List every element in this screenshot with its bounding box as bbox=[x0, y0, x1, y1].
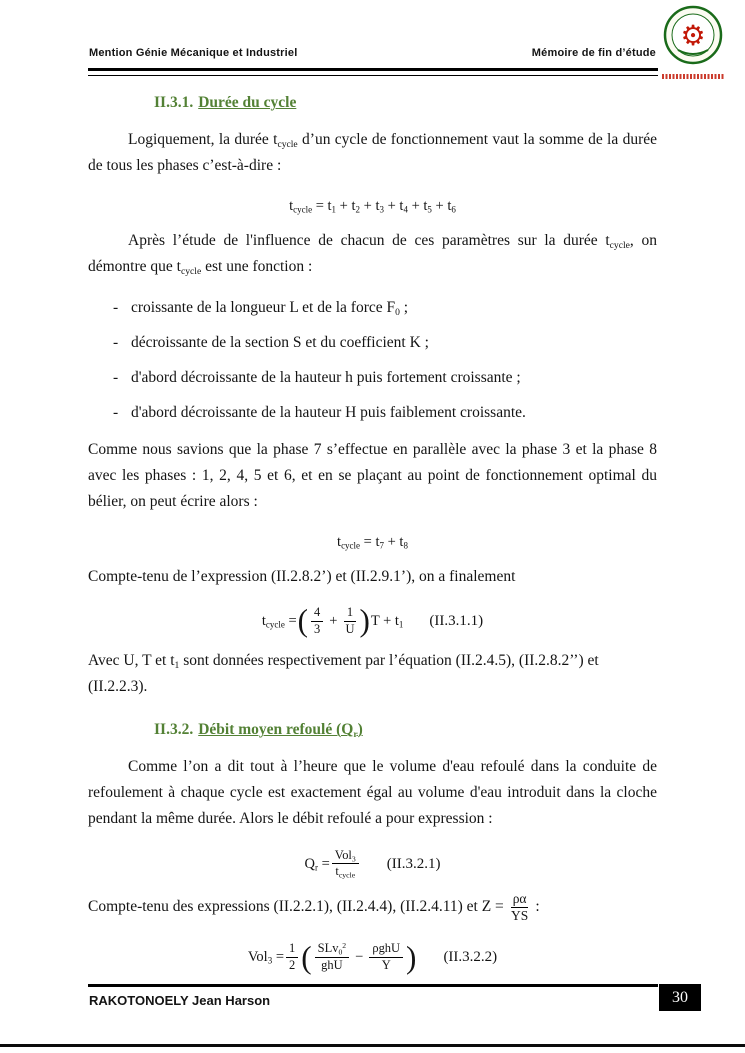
paragraph-debit-intro: Comme l’on a dit tout à l’heure que le volume d'eau refoulé dans la conduite de refoulement à chaque cycle est exactement égal au volume d'eau introduit dans la cloche pendant la même durée. Alors le débit refoulé a pour expression : bbox=[88, 758, 657, 828]
list-item bbox=[113, 365, 657, 391]
section-heading-II-3-2 bbox=[154, 717, 657, 743]
paragraph-avec: Avec U, T et $t_1$ sont données respectivement par l’équation (II.2.4.5), (II.2.8.2’’) et (II.2.2.3). bbox=[88, 652, 599, 696]
properties-list bbox=[113, 295, 657, 426]
header-left-text: Mention Génie Mécanique et Industriel bbox=[89, 47, 298, 59]
page-content bbox=[88, 84, 657, 973]
fraction: $\frac{1}{U}$ bbox=[345, 605, 355, 636]
fraction: $\frac{1}{2}$ bbox=[286, 941, 298, 973]
equation-label: (II.3.1.1) bbox=[429, 613, 484, 630]
dash-bullet: - bbox=[113, 404, 119, 421]
header-rule-thick bbox=[88, 68, 658, 71]
equation-label: (II.3.2.1) bbox=[386, 855, 441, 872]
equation-lhs: $t_{cycle}$ = bbox=[261, 613, 297, 630]
paragraph-influence: Après l’étude de l'influence de chacun de ces paramètres sur la durée $t_{cycle}$, on démontre que $t_{cycle}$ est une fonction : bbox=[88, 231, 657, 277]
equation-t7-t8 bbox=[88, 531, 657, 553]
equation-text: $t_{cycle} = t_7 + t_8$ bbox=[337, 533, 408, 551]
paragraph-compte-tenu: Compte-tenu de l’expression (II.2.8.2’) et (II.2.9.1’), on a finalement bbox=[88, 567, 516, 585]
page-number-box bbox=[659, 984, 701, 1011]
school-logo-badge bbox=[657, 5, 729, 67]
fraction: $\frac{\text{ρghU}}{Y}$ bbox=[369, 941, 403, 973]
paragraph-phases: Comme nous savions que la phase 7 s’effectue en parallèle avec la phase 3 et la phase 8 avec les phases : 1, 2, 4, 5 et 6, et en se plaçant au point de fonctionnement optimal du bélier, on peut écrire alors : bbox=[88, 441, 657, 510]
inline-fraction: $\frac{\rho\alpha}{YS}$ bbox=[510, 890, 529, 923]
section-title: Débit moyen refoulé $(Q_r)$ bbox=[198, 721, 363, 741]
footer-author: RAKOTONOELY Jean Harson bbox=[89, 993, 271, 1008]
plus-operator: + bbox=[329, 613, 338, 630]
equation-lhs: $Q_r$ = bbox=[304, 855, 330, 873]
header-right-text: Mémoire de fin d’étude bbox=[531, 47, 656, 59]
gear-icon: ⚙ bbox=[680, 19, 706, 52]
list-item-text: croissante de la longueur L et de la force $F_0$ ; bbox=[131, 299, 409, 318]
paragraph-cycle-intro: Logiquement, la durée $t_{cycle}$ d’un cycle de fonctionnement vaut la somme de la durée de tous les phases c’est-à-dire : bbox=[88, 131, 657, 174]
list-item-text: décroissante de la section S et du coefficient K ; bbox=[131, 334, 429, 351]
list-item bbox=[113, 400, 657, 426]
dash-bullet: - bbox=[113, 299, 119, 316]
equation-lhs: Vol$_3$ = bbox=[247, 949, 285, 966]
header-rule-thin bbox=[88, 75, 658, 76]
section-title: Durée du cycle bbox=[198, 94, 297, 111]
school-logo bbox=[657, 5, 729, 79]
logo-caption bbox=[662, 74, 724, 79]
dash-bullet: - bbox=[113, 369, 119, 386]
paragraph-z-expression: Compte-tenu des expressions (II.2.2.1), (II.2.4.4), (II.2.4.11) et Z = $\frac{\rho\alpha}{YS}$ : bbox=[88, 890, 540, 923]
equation-vol3 bbox=[88, 941, 657, 973]
footer-rule bbox=[88, 984, 658, 987]
list-item-text: d'abord décroissante de la hauteur H puis faiblement croissante. bbox=[131, 404, 526, 421]
right-paren: ) bbox=[359, 603, 370, 639]
section-number: II.3.1. bbox=[154, 94, 194, 111]
fraction: $\frac{4}{3}$ bbox=[311, 605, 323, 637]
equation-label: (II.3.2.2) bbox=[443, 949, 498, 966]
dash-bullet: - bbox=[113, 334, 119, 351]
minus-operator: − bbox=[355, 949, 364, 966]
list-item bbox=[113, 330, 657, 356]
fraction: $\frac{Vol_3}{t_{cycle}}$ bbox=[332, 848, 359, 880]
equation-tail: $T + t_1$ bbox=[370, 613, 404, 630]
left-paren: ( bbox=[301, 939, 312, 975]
section-number: II.3.2. bbox=[154, 721, 194, 739]
right-paren: ) bbox=[406, 939, 417, 975]
equation-tcycle-final bbox=[88, 605, 657, 637]
equation-text: $t_{cycle} = t_1 + t_2 + t_3 + t_4 + t_5 + t_6$ bbox=[289, 197, 456, 215]
list-item-text: d'abord décroissante de la hauteur h puis fortement croissante ; bbox=[131, 369, 521, 386]
fraction: $\frac{SLv_0^2}{\text{ghU}}$ bbox=[315, 941, 350, 973]
equation-cycle-sum bbox=[88, 195, 657, 217]
left-paren: ( bbox=[297, 603, 309, 639]
section-heading-II-3-1 bbox=[154, 90, 657, 116]
equation-qr bbox=[88, 848, 657, 880]
list-item bbox=[113, 295, 657, 321]
page-number: 30 bbox=[672, 988, 688, 1006]
page-bottom-edge bbox=[0, 1044, 745, 1047]
